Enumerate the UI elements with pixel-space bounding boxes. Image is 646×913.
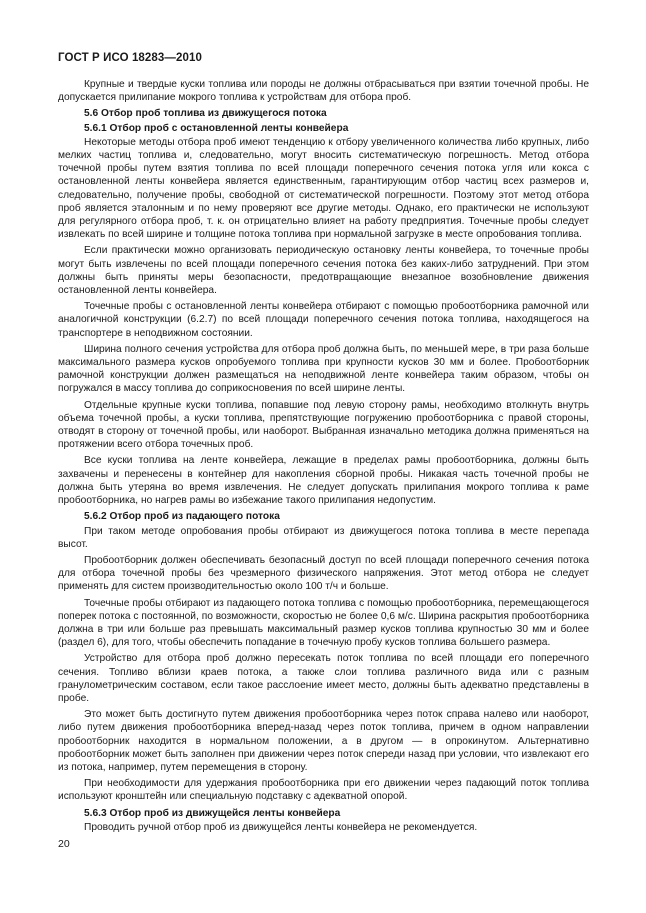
paragraph: Пробоотборник должен обеспечивать безопасный доступ по всей площади поперечного сечения потока для отбора точечной пробы без чрезмерного физического напряжения. Этот метод отбора не следует применять для систем производительностью около 100 т/ч и больше. xyxy=(58,554,589,593)
paragraph: Это может быть достигнуто путем движения пробоотборника через поток справа налево или наоборот, либо путем движения пробоотборника вперед-назад через поток топлива, причем в одном направлении пробоотборник находится в нормальном положении, а в другом — в опрокинутом. Альтернативно пробоотборник может быть заполнен при движении через поток спереди назад при условии, что извлекают его из потока, например, путем перемещения в сторону. xyxy=(58,709,589,773)
paragraph: При необходимости для удержания пробоотборника при его движении через падающий поток топлива используют кронштейн или специальную подставку с адекватной опорой. xyxy=(58,778,589,803)
paragraph: Все куски топлива на ленте конвейера, лежащие в пределах рамы пробоотборника, должны быть захвачены и перенесены в контейнер для накопления сборной пробы. Никакая часть точечной пробы не должна быть утеряна во время извлечения. Не следует допускать прилипания мокрого топлива к раме пробоотборника, но нагрев рамы во избежание такого прилипания недопустим. xyxy=(58,455,589,507)
paragraph: Точечные пробы отбирают из падающего потока топлива с помощью пробоотборника, перемещающегося поперек потока с постоянной, по возможности, скоростью не более 0,6 м/с. Ширина раскрытия пробоотборника должна в три или больше раз превышать максимальный размер кусков топлива крупностью 30 мм и более (раздел 6), для того, чтобы обеспечить попадание в точечную пробу кусков топлива большего размера. xyxy=(58,597,589,649)
paragraph: При таком методе опробования пробы отбирают из движущегося потока топлива в месте перепада высот. xyxy=(58,525,589,550)
section-heading: 5.6 Отбор проб топлива из движущегося потока xyxy=(84,108,327,120)
section-heading: 5.6.2 Отбор проб из падающего потока xyxy=(84,511,280,523)
paragraph: Проводить ручной отбор проб из движущейся ленты конвейера не рекомендуется. xyxy=(84,821,478,833)
section-heading: 5.6.3 Отбор проб из движущейся ленты конвейера xyxy=(84,807,341,819)
paragraph: Ширина полного сечения устройства для отбора проб должна быть, по меньшей мере, в три раза больше максимального размера кусков опробуемого топлива при крупности кусков 30 мм и более. Пробоотборник рамочной конструкции должен размещаться на неподвижной ленте конвейера таким образом, чтобы он погружался в массу топлива до соприкосновения по всей ширине ленты. xyxy=(58,343,589,395)
page-number: 20 xyxy=(58,838,70,850)
paragraph: Если практически можно организовать периодическую остановку ленты конвейера, то точечные пробы могут быть извлечены по всей площади поперечного сечения потока без каких-либо затруднений. При этом должны быть приняты меры безопасности, предотвращающие внезапное возобновление движения остановленной ленты конвейера. xyxy=(58,245,589,297)
section-heading: 5.6.1 Отбор проб с остановленной ленты конвейера xyxy=(84,122,349,134)
paragraph: Некоторые методы отбора проб имеют тенденцию к отбору увеличенного количества либо крупных, либо мелких частиц топлива и, следовательно, могут вносить систематическую погрешность. Метод отбора точечной пробы путем взятия топлива по всей площади поперечного сечения потока угля или кокса с остановленной ленты конвейера является единственным, гарантирующим отбор частиц всех размеров и, следовательно, получение пробы, свободной от систематической погрешности. Поэтому этот метод отбора проб является эталонным и по нему проверяют все другие методы. Однако, его практически не используют для регулярного отбора проб, т. к. он отрицательно влияет на работу предприятия. Точечные пробы следует извлекать по всей ширине и толщине потока топлива при нормальной загрузке в месте опробования топлива. xyxy=(58,136,589,241)
document-header: ГОСТ Р ИСО 18283—2010 xyxy=(58,52,203,64)
paragraph: Устройство для отбора проб должно пересекать поток топлива по всей площади его поперечного сечения. Топливо вблизи краев потока, а также слои топлива различного вида или с разным гранулометрическим составом, если такое расслоение имеет место, должны быть адекватно представлены в пробе. xyxy=(58,653,589,704)
paragraph: Отдельные крупные куски топлива, попавшие под левую сторону рамы, необходимо втолкнуть внутрь объема точечной пробы, а куски топлива, препятствующие погружению пробоотборника с правой стороны, отводят в сторону от точечной пробы, или наоборот. Выбранная изначально методика должна применяться на протяжении всего отбора точечных проб. xyxy=(58,399,589,451)
paragraph: Крупные и твердые куски топлива или породы не должны отбрасываться при взятии точечной пробы. Не допускается прилипание мокрого топлива к устройствам для отбора проб. xyxy=(58,79,589,104)
paragraph: Точечные пробы с остановленной ленты конвейера отбирают с помощью пробоотборника рамочной или аналогичной конструкции (6.2.7) по всей площади поперечного сечения потока топлива, находящегося на транспортере в неподвижном состоянии. xyxy=(58,301,589,339)
document-body xyxy=(58,78,589,837)
